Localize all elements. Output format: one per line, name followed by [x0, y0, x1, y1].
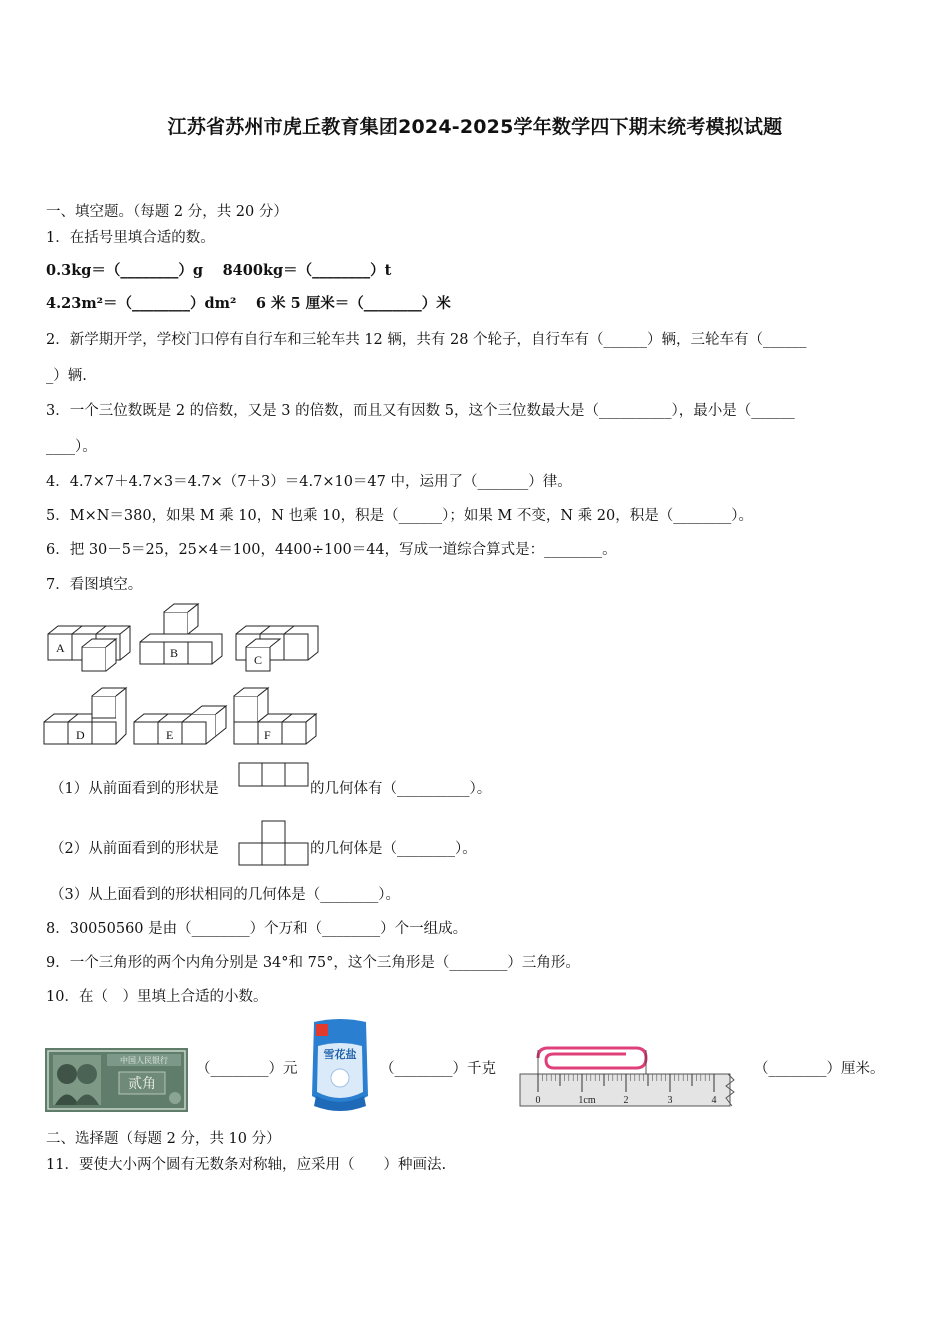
- ruler-with-paperclip-image: [518, 1044, 740, 1108]
- svg-text:3: 3: [667, 1095, 673, 1106]
- figure-label-e: E: [166, 728, 174, 742]
- question-5: 5．M×N＝380，如果 M 乘 10，N 也乘 10，积是（______）；如果 M 不变，N 乘 20，积是（________）。: [46, 508, 753, 524]
- question-1-line-2: 4.23m²＝（________）dm² 6 米 5 厘米＝（________）米: [46, 295, 451, 312]
- section-1-heading: 一、填空题。（每题 2 分，共 20 分）: [46, 204, 288, 220]
- svg-text:0: 0: [535, 1095, 541, 1106]
- figure-c: [236, 626, 318, 671]
- question-7-sub-1-prefix: （1）从前面看到的形状是: [50, 781, 219, 797]
- question-1-stem: 1．在括号里填合适的数。: [46, 230, 215, 246]
- figure-label-d: D: [76, 728, 85, 742]
- question-7-sub-3: （3）从上面看到的形状相同的几何体是（________）。: [50, 887, 400, 903]
- question-7-sub-1-suffix: 的几何体有（__________）。: [310, 781, 492, 797]
- question-4: 4．4.7×7＋4.7×3＝4.7×（7＋3）＝4.7×10＝47 中，运用了（_______）律。: [46, 474, 572, 490]
- question-9: 9．一个三角形的两个内角分别是 34°和 75°，这个三角形是（________）三角形。: [46, 955, 580, 971]
- question-7-stem: 7．看图填空。: [46, 577, 143, 593]
- figure-label-c: C: [254, 653, 263, 667]
- question-7-sub-2-prefix: （2）从前面看到的形状是: [50, 841, 219, 857]
- question-11: 11．要使大小两个圆有无数条对称轴，应采用（ ）种画法.: [46, 1157, 447, 1173]
- question-8: 8．30050560 是由（________）个万和（________）个一组成。: [46, 921, 468, 937]
- front-view-three-in-row: [238, 762, 310, 788]
- svg-text:4: 4: [711, 1095, 717, 1106]
- question-3-line-2: ____）。: [46, 439, 97, 455]
- figure-e: [134, 706, 226, 744]
- section-2-heading: 二、选择题（每题 2 分，共 10 分）: [46, 1131, 281, 1147]
- question-2-line-2: _）辆.: [46, 368, 87, 384]
- figure-b: [140, 604, 222, 664]
- cube-figures: [40, 600, 330, 750]
- figure-label-b: B: [170, 646, 179, 660]
- question-2-line-1: 2．新学期开学，学校门口停有自行车和三轮车共 12 辆，共有 28 个轮子，自行车有（______）辆，三轮车有（______: [46, 332, 807, 348]
- figure-d: [44, 688, 126, 744]
- salt-bag-image: [308, 1016, 372, 1112]
- figure-label-f: F: [264, 728, 271, 742]
- svg-text:雪花盐: 雪花盐: [323, 1049, 357, 1061]
- answer-yuan: （________）元: [196, 1061, 298, 1077]
- question-3-line-1: 3．一个三位数既是 2 的倍数，又是 3 的倍数，而且又有因数 5，这个三位数最大是（__________），最小是（______: [46, 403, 795, 419]
- figure-f: [234, 688, 316, 744]
- banknote-image: [45, 1048, 188, 1112]
- question-7-sub-2-suffix: 的几何体是（________）。: [310, 841, 477, 857]
- answer-kilogram: （________）千克: [380, 1061, 496, 1077]
- front-view-t-shape: [238, 820, 310, 868]
- question-10-stem: 10．在（ ）里填上合适的小数。: [46, 989, 268, 1005]
- svg-text:中国人民银行: 中国人民银行: [120, 1056, 168, 1065]
- question-1-line-1: 0.3kg＝（________）g 8400kg＝（________）t: [46, 262, 392, 279]
- question-6: 6．把 30－5＝25，25×4＝100，4400÷100＝44，写成一道综合算式是：________。: [46, 542, 617, 558]
- answer-centimeter: （________）厘米。: [754, 1061, 885, 1077]
- svg-text:贰角: 贰角: [128, 1077, 156, 1092]
- svg-text:1cm: 1cm: [578, 1095, 596, 1106]
- figure-label-a: A: [56, 641, 65, 655]
- svg-text:2: 2: [623, 1095, 629, 1106]
- page-title: 江苏省苏州市虎丘教育集团2024-2025学年数学四下期末统考模拟试题: [167, 116, 783, 138]
